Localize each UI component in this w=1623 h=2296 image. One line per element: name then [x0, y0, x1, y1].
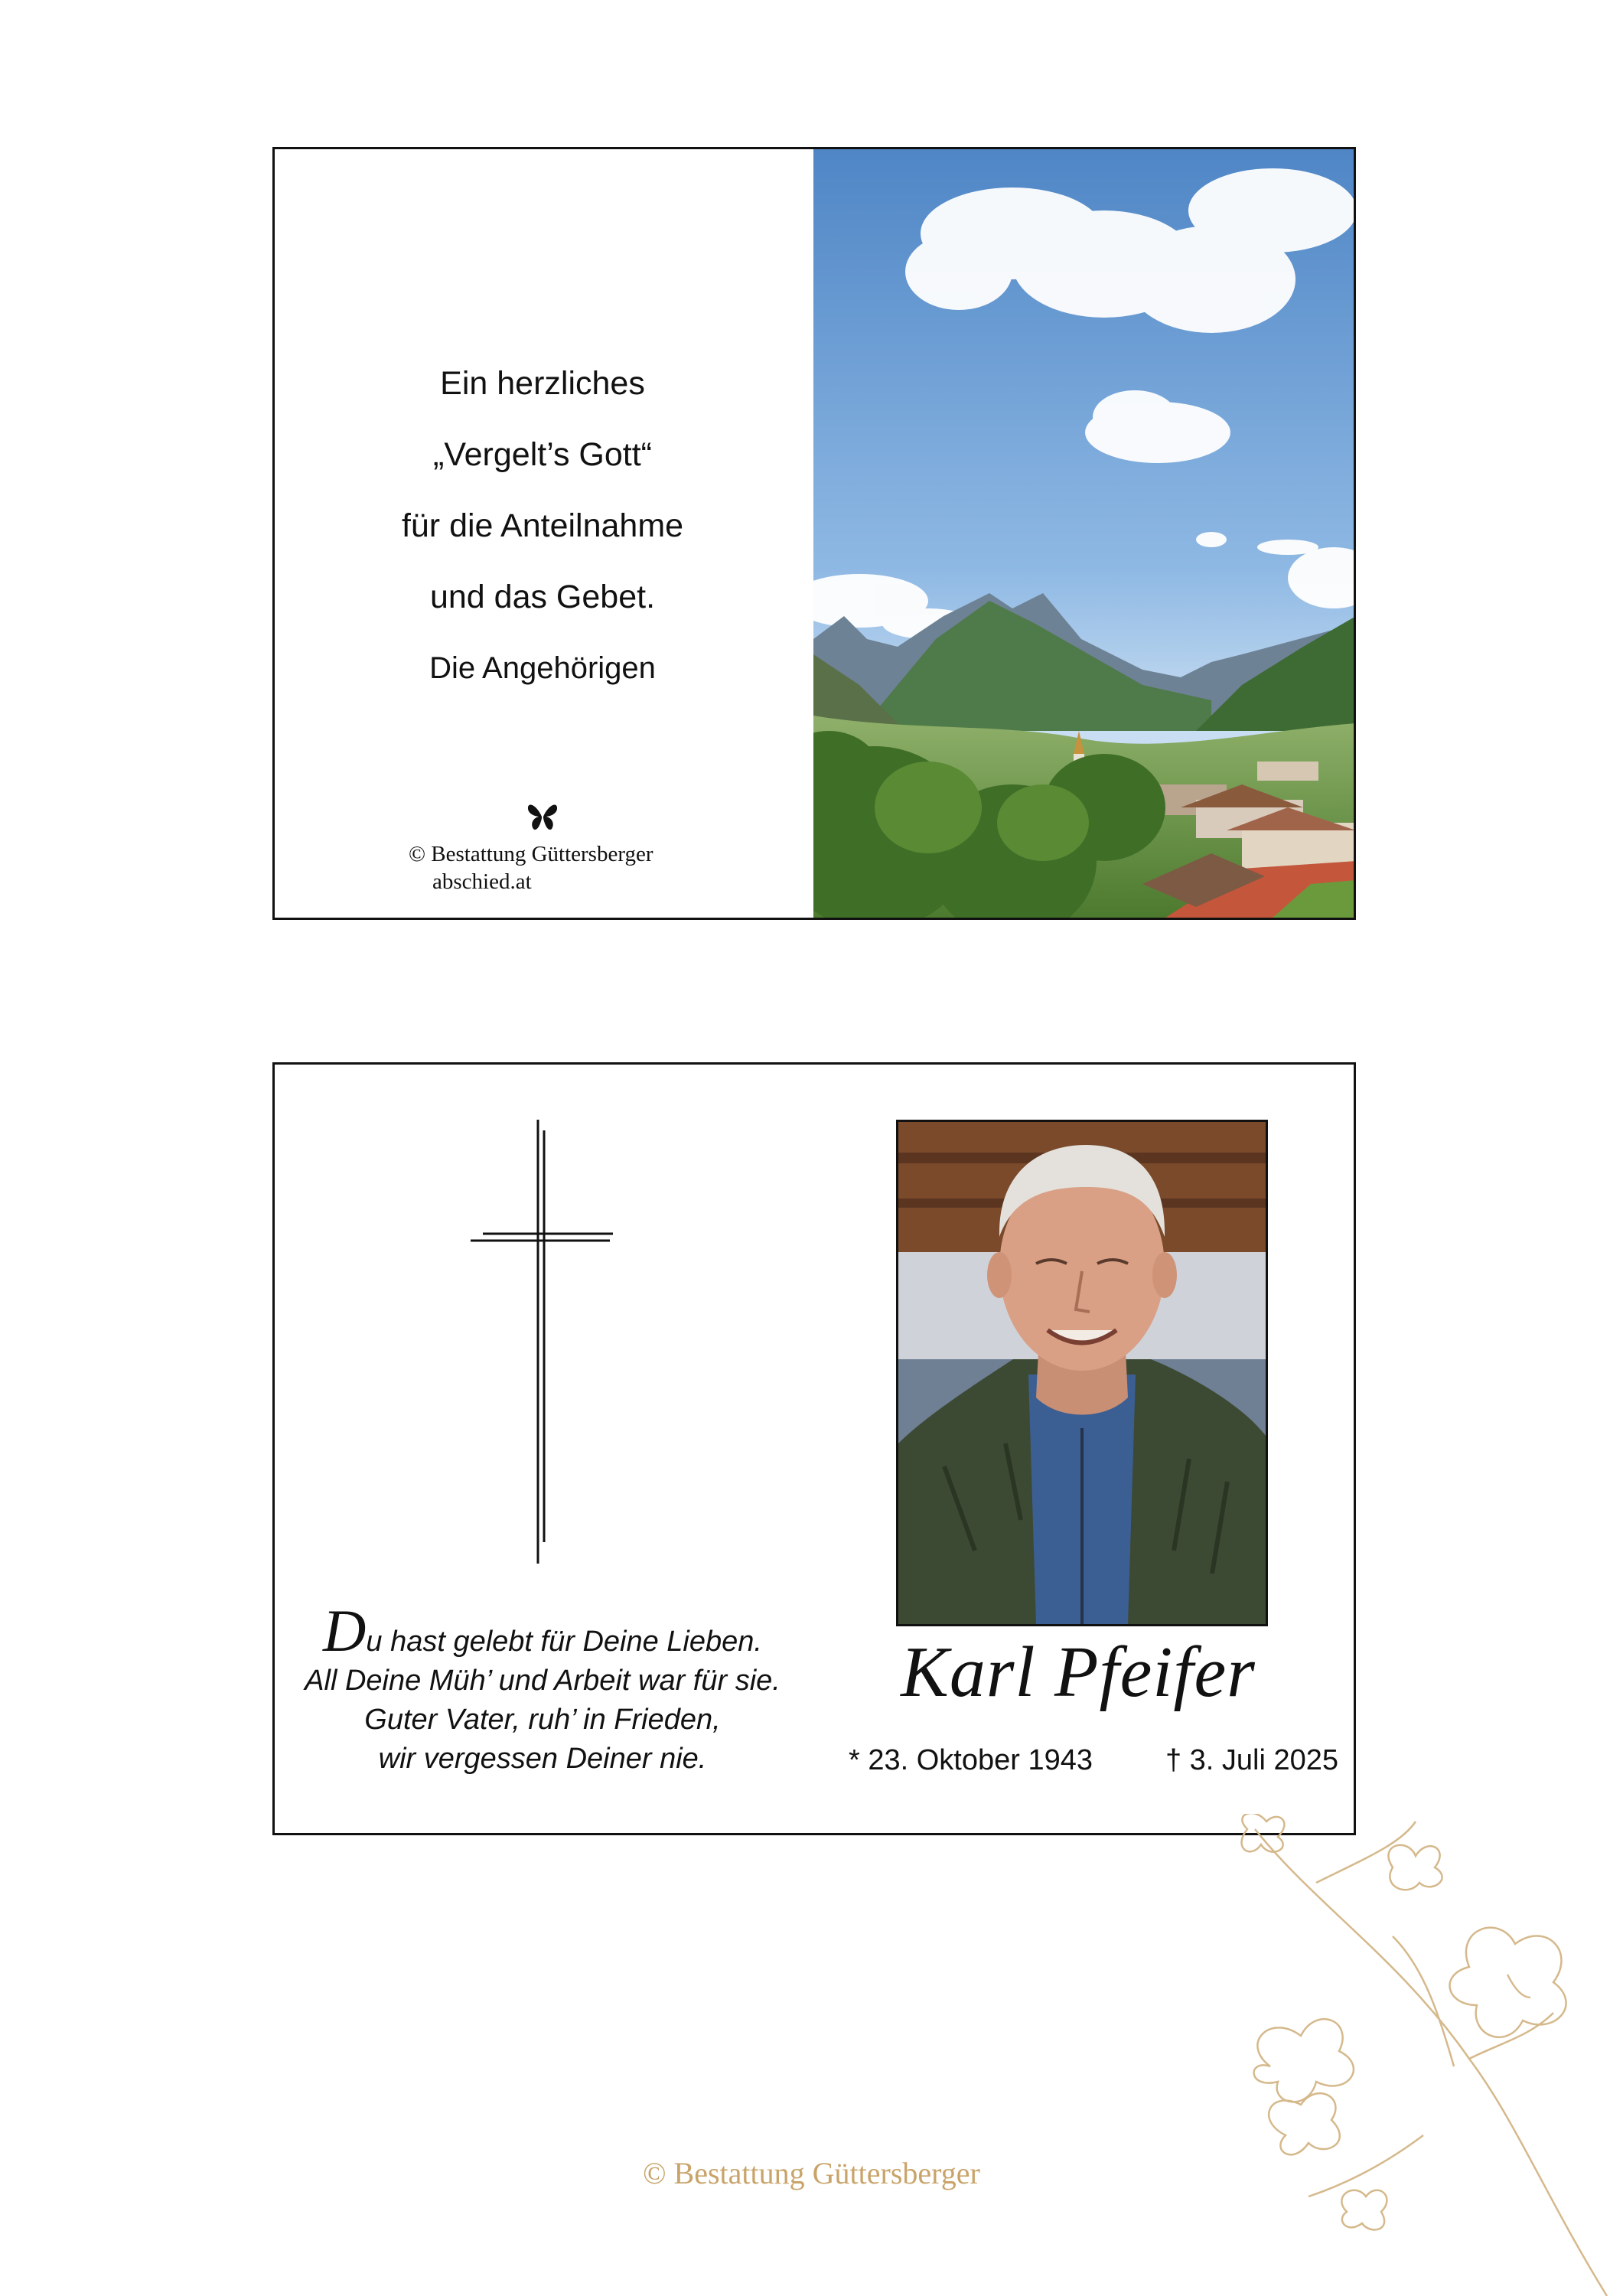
birth-date: * 23. Oktober 1943: [849, 1744, 1093, 1776]
footer-credit: © Bestattung Güttersberger: [643, 2156, 980, 2190]
credit-company: © Bestattung Güttersberger: [409, 842, 653, 866]
credit-url: abschied.at: [432, 869, 532, 894]
verse-line: All Deine Müh’ und Arbeit war für sie.: [305, 1665, 781, 1697]
alpine-landscape-image: [813, 149, 1356, 918]
thanks-line: für die Anteilnahme: [401, 507, 684, 544]
verse-line: u hast gelebt für Deine Lieben.: [366, 1626, 762, 1658]
thanks-line: und das Gebet.: [429, 579, 656, 615]
life-dates: [849, 1744, 1338, 1777]
funeral-home-credit: [409, 840, 653, 895]
memorial-card: [272, 1062, 1356, 1835]
cross-icon: [471, 1120, 613, 1564]
deceased-name: Karl Pfeifer: [901, 1632, 1256, 1712]
thank-you-card: [272, 147, 1356, 920]
signature: Die Angehörigen: [429, 651, 656, 685]
floral-decoration: [1224, 1814, 1623, 2296]
verse-line: wir vergessen Deiner nie.: [378, 1743, 707, 1775]
thanks-line: „Vergelt’s Gott“: [433, 436, 652, 473]
death-date: † 3. Juli 2025: [1165, 1744, 1338, 1776]
thanks-line: Ein herzliches: [440, 365, 645, 402]
portrait-photo: [896, 1120, 1268, 1626]
thank-you-text: [275, 348, 810, 704]
memorial-verse: [275, 1597, 810, 1779]
verse-line: Guter Vater, ruh’ in Frieden,: [364, 1704, 721, 1736]
verse-initial: D: [323, 1597, 367, 1664]
butterfly-icon: [526, 801, 559, 832]
